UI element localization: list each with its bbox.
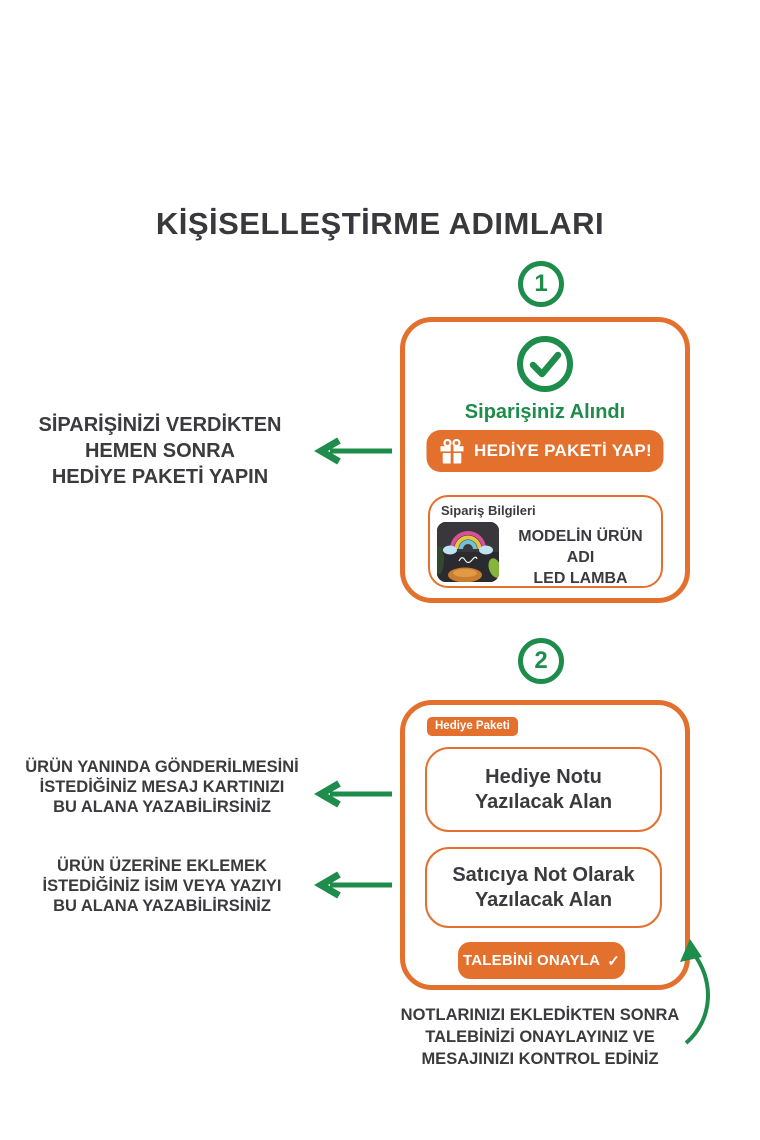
check-icon: ✓ [607,952,620,970]
order-info-label: Sipariş Bilgileri [441,503,536,518]
seller-note-line1: Satıcıya Not Olarak [452,863,635,886]
instruction-line: BU ALANA YAZABİLİRSİNİZ [53,798,271,816]
instruction-line: NOTLARINIZI EKLEDİKTEN SONRA [400,1006,680,1024]
product-photo [437,522,499,582]
make-gift-package-label: HEDİYE PAKETİ YAP! [474,441,652,460]
confirm-request-button[interactable] [458,942,625,979]
instruction-line: MESAJINIZI KONTROL EDİNİZ [421,1050,659,1068]
instruction-line: İSTEDİĞİNİZ İSİM VEYA YAZIYI [42,877,282,895]
product-name [504,526,657,589]
product-name-line1: MODELİN ÜRÜN ADI [518,528,643,566]
gift-icon [438,438,465,465]
arrow-left-icon [312,780,394,808]
check-circle-icon [516,335,574,393]
gift-note-line1: Hediye Notu [485,765,602,788]
gift-package-card [400,700,690,990]
seller-note-line2: Yazılacak Alan [474,888,613,911]
arrow-left-icon [312,437,394,465]
instruction-line: HEDİYE PAKETİ YAPIN [51,466,269,488]
arrow-left-icon [312,871,394,899]
instruction-line: BU ALANA YAZABİLİRSİNİZ [53,897,271,915]
instruction-line: ÜRÜN ÜZERİNE EKLEMEK [57,857,267,875]
instruction-line: TALEBİNİZİ ONAYLAYINIZ VE [425,1028,655,1046]
page-title: KİŞİSELLEŞTİRME ADIMLARI [155,206,605,241]
step-1-number-badge [518,261,564,307]
gift-package-badge: Hediye Paketi [427,717,518,736]
confirm-request-label: TALEBİNİ ONAYLA [463,952,601,969]
order-info-card [428,495,663,588]
step-1-number: 1 [534,270,548,297]
message-card-instruction [0,757,324,817]
product-name-line2: LED LAMBA [533,570,628,587]
instruction-line: SİPARİŞİNİZİ VERDİKTEN [38,414,282,436]
footer-instruction [372,1004,708,1070]
order-received-status: Siparişiniz Alındı [464,401,626,423]
gift-note-line2: Yazılacak Alan [474,790,613,813]
step-2-number-badge [518,638,564,684]
instruction-line: İSTEDİĞİNİZ MESAJ KARTINIZI [39,778,285,796]
instruction-line: ÜRÜN YANINDA GÖNDERİLMESİNİ [25,758,299,776]
make-gift-package-button[interactable] [427,430,664,472]
name-text-instruction [0,856,324,916]
instruction-line: HEMEN SONRA [84,440,235,462]
gift-note-input-area[interactable] [425,747,662,832]
step-1-instruction [2,412,318,490]
order-confirmation-card [400,317,690,603]
step-2-number: 2 [534,647,548,674]
rainbow-lamp-image [437,522,499,582]
seller-note-input-area[interactable] [425,847,662,928]
